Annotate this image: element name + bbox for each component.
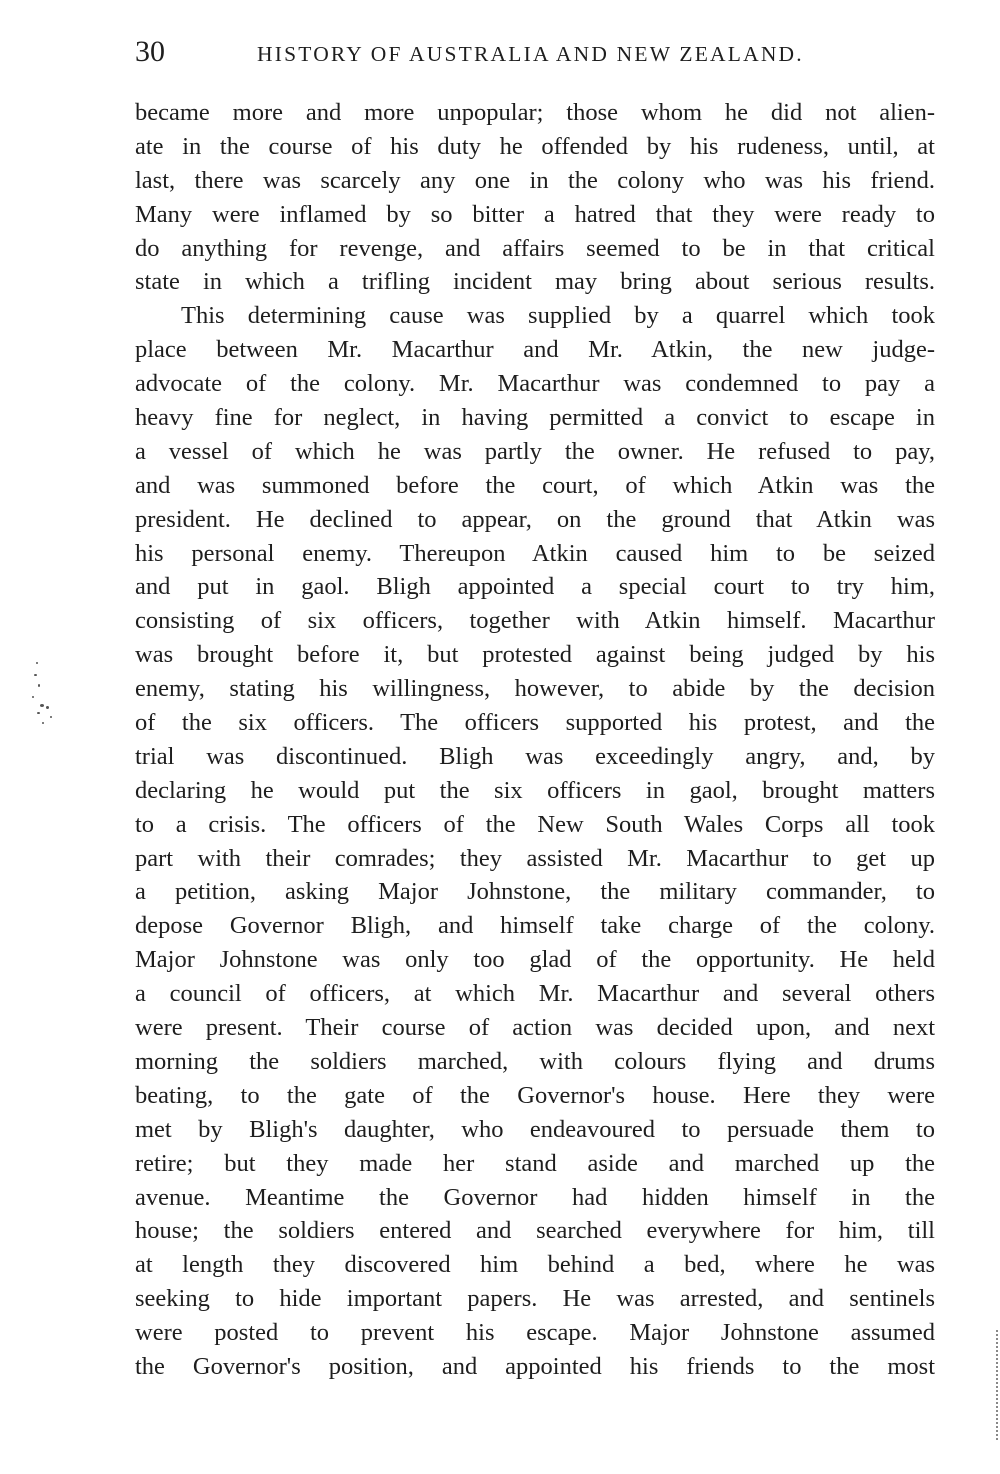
text-line: heavy fine for neglect, in having permitted a convict to escape in [135,404,935,432]
text-line: were present. Their course of action was decided upon, and next [135,1014,935,1042]
text-line: the Governor's position, and appointed his friends to the most [135,1352,935,1380]
text-line: morning the soldiers marched, with colours flying and drums [135,1047,935,1075]
text-line: enemy, stating his willingness, however, to abide by the decision [135,675,935,703]
margin-specks [28,660,68,740]
text-line: declaring he would put the six officers in gaol, brought matters [135,776,935,804]
text-line: a council of officers, at which Mr. Macarthur and several others [135,980,935,1008]
text-line: trial was discontinued. Bligh was exceedingly angry, and, by [135,742,935,770]
text-line: of the six officers. The officers supported his protest, and the [135,709,935,737]
text-line: part with their comrades; they assisted Mr. Macarthur to get up [135,844,935,872]
text-line: last, there was scarcely any one in the colony who was his friend. [135,166,935,194]
text-line: advocate of the colony. Mr. Macarthur was condemned to pay a [135,370,935,398]
body-text [135,96,935,1384]
text-line: avenue. Meantime the Governor had hidden himself in the [135,1183,935,1211]
text-line: met by Bligh's daughter, who endeavoured to persuade them to [135,1115,935,1143]
text-line: state in which a trifling incident may bring about serious results. [135,268,935,296]
text-line: beating, to the gate of the Governor's house. Here they were [135,1081,935,1109]
running-head: HISTORY OF AUSTRALIA AND NEW ZEALAND. [257,42,804,66]
page-header [135,36,935,72]
text-line: Major Johnstone was only too glad of the opportunity. He held [135,946,935,974]
text-line: at length they discovered him behind a bed, where he was [135,1251,935,1279]
text-line: retire; but they made her stand aside and marched up the [135,1149,935,1177]
text-line: place between Mr. Macarthur and Mr. Atkin, the new judge- [135,336,935,364]
text-line: Many were inflamed by so bitter a hatred that they were ready to [135,200,935,228]
text-line: house; the soldiers entered and searched everywhere for him, till [135,1217,935,1245]
text-line: do anything for revenge, and affairs seemed to be in that critical [135,234,935,262]
text-line: president. He declined to appear, on the ground that Atkin was [135,505,935,533]
text-line: a vessel of which he was partly the owner. He refused to pay, [135,437,935,465]
text-line: and was summoned before the court, of which Atkin was the [135,471,935,499]
text-line: seeking to hide important papers. He was arrested, and sentinels [135,1285,935,1313]
text-line: his personal enemy. Thereupon Atkin caused him to be seized [135,539,935,567]
text-line: and put in gaol. Bligh appointed a special court to try him, [135,573,935,601]
text-line: consisting of six officers, together with Atkin himself. Macarthur [135,607,935,635]
text-line: a petition, asking Major Johnstone, the military commander, to [135,878,935,906]
text-line: ate in the course of his duty he offended by his rudeness, until, at [135,132,935,160]
text-line: became more and more unpopular; those whom he did not alien- [135,99,935,126]
text-line: depose Governor Bligh, and himself take charge of the colony. [135,912,935,940]
text-line: was brought before it, but protested against being judged by his [135,641,935,669]
paragraph-start-line: This determining cause was supplied by a quarrel which took [181,302,935,330]
text-line: to a crisis. The officers of the New South Wales Corps all took [135,810,935,838]
edge-marks [992,1330,998,1440]
page-number: 30 [135,35,165,68]
text-line: were posted to prevent his escape. Major Johnstone assumed [135,1319,935,1347]
